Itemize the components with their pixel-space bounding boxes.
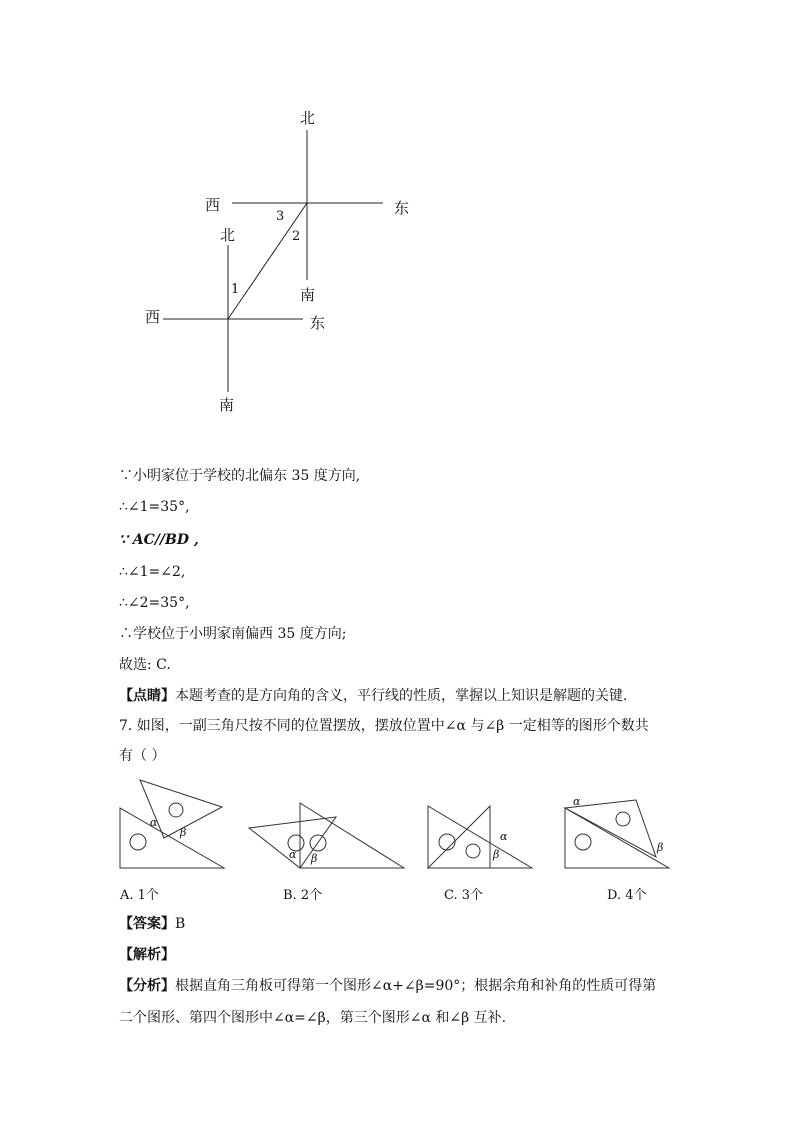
solution-line-3: ∵ AC//BD ,: [119, 532, 199, 548]
angle-3-label: 3: [276, 209, 285, 224]
answer: [119, 914, 185, 934]
solution-line-7: 故选: C.: [119, 657, 171, 673]
ruler-figure-3: [428, 806, 532, 868]
solution-line-4: ∴∠1=∠2,: [119, 564, 186, 580]
question-7-line-1: 7. 如图，一副三角尺按不同的位置摆放，摆放位置中∠α 与∠β 一定相等的图形个数共: [119, 718, 649, 734]
fig4-alpha: α: [573, 795, 581, 808]
solution-line-5: ∴∠2=35°,: [119, 595, 190, 611]
lower-east-label: 东: [310, 314, 326, 332]
fig1-alpha: α: [150, 816, 158, 829]
option-a: A. 1个: [120, 888, 159, 903]
analysis-line-2: 二个图形、第四个图形中∠α=∠β，第三个图形∠α 和∠β 互补.: [119, 1010, 507, 1026]
lower-north-label: 北: [220, 226, 236, 244]
lower-west-label: 西: [145, 308, 161, 326]
connecting-line: [228, 203, 307, 319]
upper-north-label: 北: [300, 109, 316, 127]
commentary-text: 本题考查的是方向角的含义，平行线的性质，掌握以上知识是解题的关键.: [175, 688, 628, 704]
commentary-tag: 【点睛】: [119, 688, 175, 704]
analysis-tag: 【分析】: [119, 978, 175, 994]
analysis-text-1: 根据直角三角板可得第一个图形∠α+∠β=90°；根据余角和补角的性质可得第: [175, 978, 657, 994]
option-c: C. 3个: [444, 888, 484, 903]
question-7-line-2: 有（ ）: [119, 748, 166, 764]
analysis-heading: 【解析】: [119, 947, 175, 963]
answer-value: B: [175, 916, 186, 932]
fig4-beta: β: [657, 841, 664, 854]
solution-line-1: ∵小明家位于学校的北偏东 35 度方向,: [119, 468, 361, 484]
option-d: D. 4个: [607, 888, 647, 903]
upper-east-label: 东: [394, 199, 410, 217]
upper-south-label: 南: [300, 286, 316, 304]
fig2-beta: β: [311, 852, 318, 865]
solution-line-6: ∴学校位于小明家南偏西 35 度方向;: [119, 626, 347, 642]
ruler-figure-2: [249, 803, 404, 868]
solution-line-2: ∴∠1=35°,: [119, 499, 190, 515]
fig2-alpha: α: [289, 848, 297, 861]
fig3-beta: β: [493, 848, 500, 861]
fig3-alpha: α: [500, 830, 508, 843]
fig1-beta: β: [180, 826, 187, 839]
answer-tag: 【答案】: [119, 916, 175, 932]
compass-figure: [0, 0, 794, 430]
angle-1-label: 1: [231, 282, 240, 297]
angle-2-label: 2: [292, 229, 301, 244]
upper-west-label: 西: [205, 196, 221, 214]
option-b: B. 2个: [283, 888, 323, 903]
lower-south-label: 南: [219, 396, 235, 414]
analysis-line-1: [119, 976, 656, 996]
commentary: [119, 686, 627, 706]
triangle-rulers-figure: [0, 770, 794, 880]
ruler-figure-4: [565, 800, 669, 868]
ruler-figure-1: [120, 780, 224, 868]
